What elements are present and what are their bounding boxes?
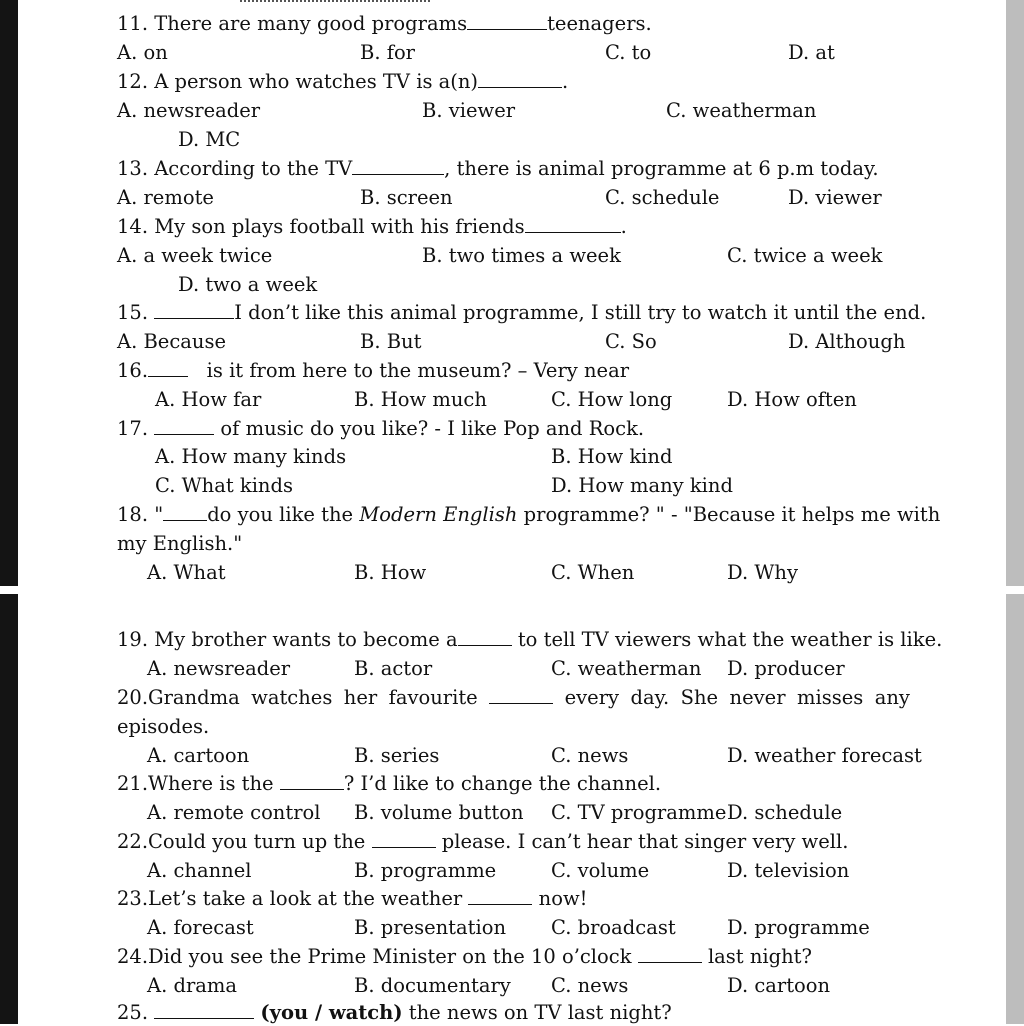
option[interactable]: D. at — [788, 41, 835, 64]
option[interactable]: C. volume — [551, 859, 650, 882]
question-18-continued: my English." — [117, 532, 243, 555]
option[interactable]: C. So — [605, 330, 657, 353]
question-13: 13. According to the TV , there is animal programme at 6 p.m today. — [117, 157, 879, 180]
option[interactable]: D. schedule — [727, 801, 843, 824]
option[interactable]: C. When — [551, 561, 635, 584]
answer-blank[interactable] — [372, 829, 436, 848]
option[interactable]: C. How long — [551, 388, 673, 411]
option[interactable]: A. a week twice — [117, 244, 273, 267]
option[interactable]: A. newsreader — [147, 657, 291, 680]
answer-blank[interactable] — [478, 69, 562, 88]
option[interactable]: C. What kinds — [155, 474, 293, 497]
option[interactable]: D. two a week — [178, 273, 318, 296]
option[interactable]: B. presentation — [354, 916, 507, 939]
option[interactable]: D. weather forecast — [727, 744, 922, 767]
option[interactable]: A. Because — [117, 330, 227, 353]
answer-blank[interactable] — [458, 627, 512, 646]
question-21: 21.Where is the ? I’d like to change the channel. — [117, 772, 662, 795]
option[interactable]: C. to — [605, 41, 652, 64]
question-20: 20.Grandma watches her favourite every day. She never misses any — [117, 686, 910, 709]
question-25: 25. (you / watch) the news on TV last night? — [117, 1001, 672, 1024]
option[interactable]: A. remote control — [147, 801, 321, 824]
option[interactable]: B. volume button — [354, 801, 524, 824]
question-18: 18. " do you like the Modern English programme? " - "Because it helps me with — [117, 503, 941, 526]
right-page-edge-top — [1006, 0, 1024, 586]
answer-blank[interactable] — [638, 944, 702, 963]
answer-blank[interactable] — [163, 502, 207, 521]
option[interactable]: B. How kind — [551, 445, 673, 468]
cropped-text-remnant — [240, 0, 430, 6]
option[interactable]: D. programme — [727, 916, 870, 939]
question-17: 17. of music do you like? - I like Pop and Rock. — [117, 417, 645, 440]
option[interactable]: A. on — [117, 41, 168, 64]
question-22: 22.Could you turn up the please. I can’t hear that singer very well. — [117, 830, 849, 853]
question-23: 23.Let’s take a look at the weather now! — [117, 887, 588, 910]
option[interactable]: D. How often — [727, 388, 857, 411]
option[interactable]: D. cartoon — [727, 974, 831, 997]
option[interactable]: B. viewer — [422, 99, 516, 122]
answer-blank[interactable] — [468, 886, 532, 905]
question-24: 24.Did you see the Prime Minister on the 10 o’clock last night? — [117, 945, 812, 968]
option[interactable]: B. two times a week — [422, 244, 621, 267]
option[interactable]: B. How much — [354, 388, 487, 411]
option[interactable]: B. documentary — [354, 974, 511, 997]
option[interactable]: C. news — [551, 744, 629, 767]
page-divider — [0, 586, 1024, 594]
option[interactable]: C. news — [551, 974, 629, 997]
answer-blank[interactable] — [467, 11, 547, 30]
option[interactable]: A. forecast — [147, 916, 254, 939]
question-11: 11. There are many good programs teenagers. — [117, 12, 652, 35]
option[interactable]: D. producer — [727, 657, 845, 680]
option[interactable]: C. weatherman — [551, 657, 702, 680]
left-page-edge-bottom — [0, 594, 18, 1024]
option[interactable]: C. twice a week — [727, 244, 883, 267]
question-19: 19. My brother wants to become a to tell TV viewers what the weather is like. — [117, 628, 943, 651]
question-14: 14. My son plays football with his friends . — [117, 215, 627, 238]
question-16: 16. is it from here to the museum? – Very near — [117, 359, 630, 382]
answer-blank[interactable] — [489, 685, 553, 704]
answer-blank[interactable] — [352, 156, 444, 175]
option[interactable]: D. Why — [727, 561, 798, 584]
option[interactable]: D. television — [727, 859, 850, 882]
option[interactable]: D. How many kind — [551, 474, 733, 497]
option[interactable]: C. TV programme — [551, 801, 727, 824]
right-page-edge-bottom — [1006, 594, 1024, 1024]
option[interactable]: A. channel — [147, 859, 252, 882]
option[interactable]: A. drama — [147, 974, 238, 997]
question-15: 15. I don’t like this animal programme, I still try to watch it until the end. — [117, 301, 927, 324]
option[interactable]: A. What — [147, 561, 226, 584]
option[interactable]: A. How many kinds — [155, 445, 347, 468]
answer-blank[interactable] — [280, 771, 344, 790]
answer-blank[interactable] — [148, 358, 188, 377]
option[interactable]: B. screen — [360, 186, 453, 209]
answer-blank[interactable] — [154, 300, 234, 319]
option[interactable]: B. How — [354, 561, 427, 584]
answer-blank[interactable] — [154, 1000, 254, 1019]
option[interactable]: C. weatherman — [666, 99, 817, 122]
option[interactable]: B. for — [360, 41, 416, 64]
option[interactable]: A. cartoon — [147, 744, 250, 767]
option[interactable]: B. programme — [354, 859, 497, 882]
option[interactable]: D. viewer — [788, 186, 882, 209]
option[interactable]: B. series — [354, 744, 440, 767]
option[interactable]: A. remote — [117, 186, 214, 209]
option[interactable]: D. Although — [788, 330, 906, 353]
option[interactable]: B. But — [360, 330, 422, 353]
answer-blank[interactable] — [525, 214, 621, 233]
option[interactable]: A. How far — [155, 388, 262, 411]
question-12: 12. A person who watches TV is a(n) . — [117, 70, 569, 93]
option[interactable]: C. schedule — [605, 186, 720, 209]
option[interactable]: A. newsreader — [117, 99, 261, 122]
option[interactable]: D. MC — [178, 128, 241, 151]
option[interactable]: C. broadcast — [551, 916, 676, 939]
answer-blank[interactable] — [154, 416, 214, 435]
question-20-continued: episodes. — [117, 715, 210, 738]
option[interactable]: B. actor — [354, 657, 433, 680]
left-page-edge-top — [0, 0, 18, 586]
